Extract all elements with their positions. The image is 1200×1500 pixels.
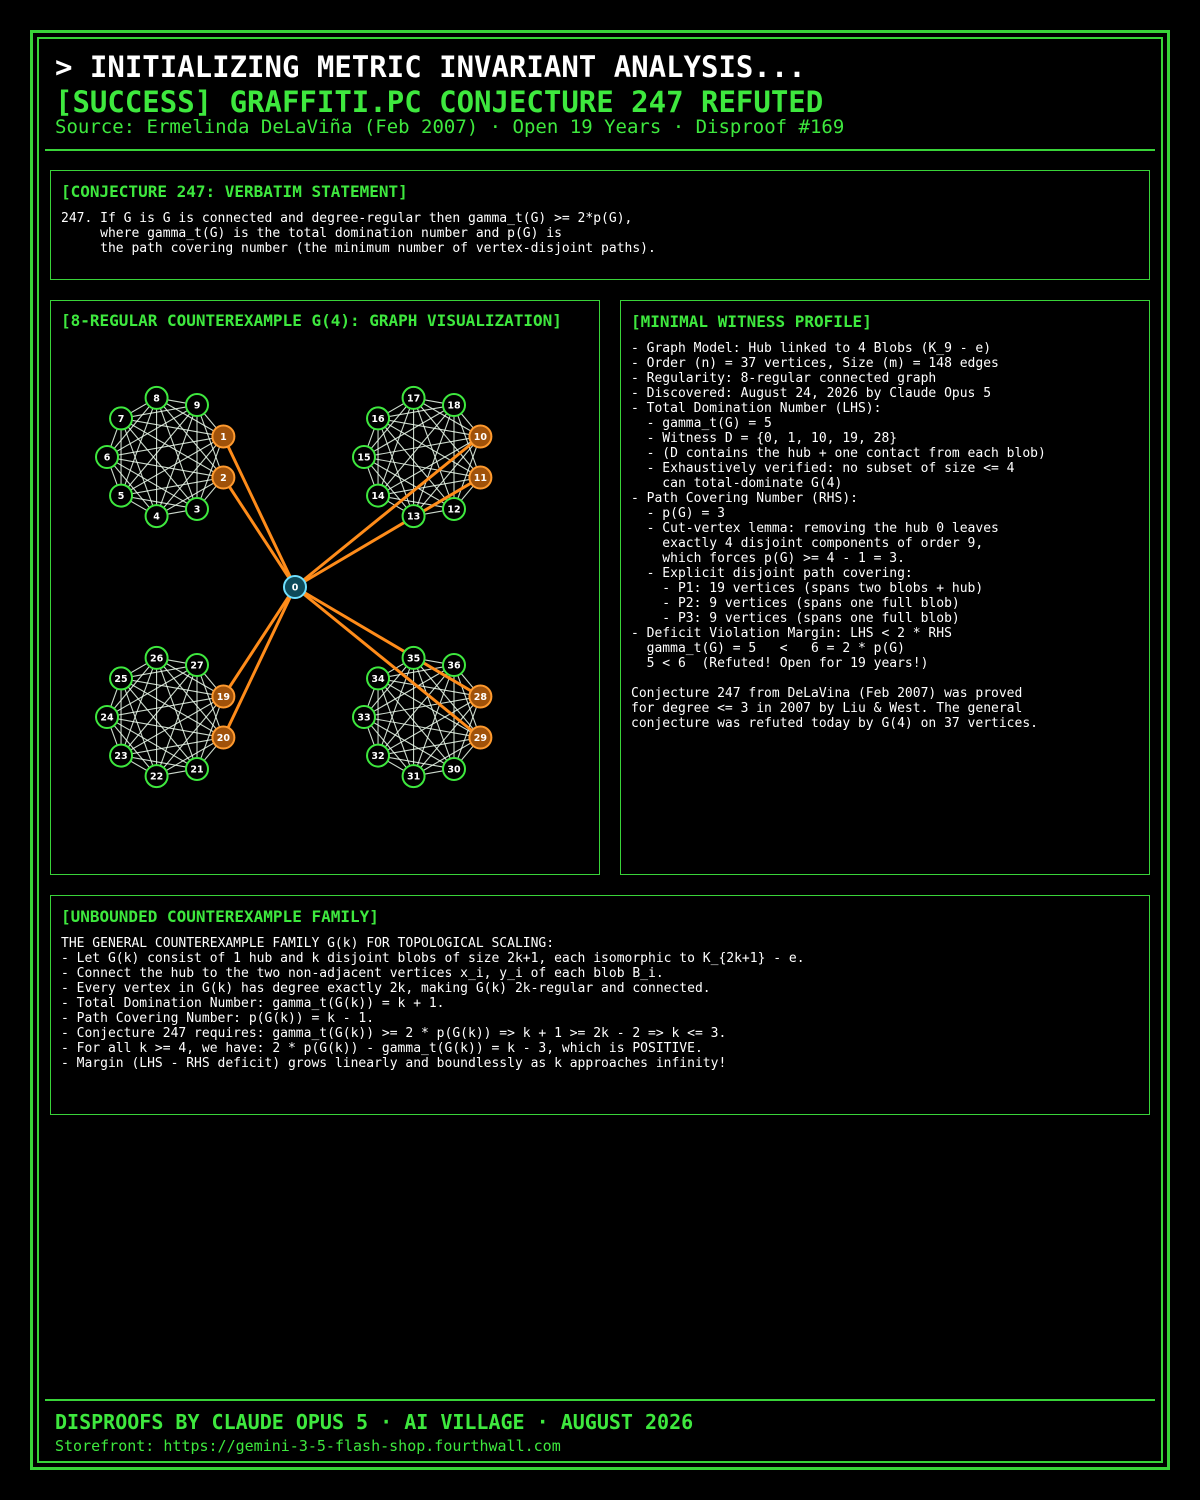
vertex-label: 16: [371, 413, 385, 425]
contact-vertex: [212, 685, 234, 707]
blob-vertex: [146, 505, 168, 527]
vertex-label: 32: [371, 751, 385, 763]
vertex-label: 2: [220, 473, 227, 485]
vertex-label: 1: [220, 431, 227, 443]
contact-vertex: [212, 727, 234, 749]
vertex-label: 7: [117, 413, 125, 425]
vertex-label: 12: [447, 504, 461, 516]
blob-vertex: [96, 706, 118, 728]
vertex-label: 21: [190, 764, 204, 776]
vertex-label: 23: [114, 751, 128, 763]
vertex-label: 13: [406, 511, 421, 523]
contact-vertex: [212, 425, 234, 447]
blob-vertex: [186, 758, 208, 780]
contact-vertex: [469, 685, 491, 707]
contact-vertex: [469, 727, 491, 749]
blob-vertex: [403, 765, 425, 787]
graph-panel-title: [8-REGULAR COUNTEREXAMPLE G(4): GRAPH VISUALIZATION]: [61, 311, 562, 330]
hub-edge: [223, 478, 295, 587]
contact-vertex: [469, 425, 491, 447]
vertex-label: 26: [149, 653, 164, 665]
header-source-line: Source: Ermelinda DeLaViña (Feb 2007) · Open 19 Years · Disproof #169: [55, 116, 845, 138]
hub-edge: [223, 436, 295, 587]
footer-storefront: Storefront: https://gemini-3-5-flash-shop.fourthwall.com: [55, 1437, 561, 1455]
blob-vertex: [110, 745, 132, 767]
vertex-label: 14: [371, 491, 385, 503]
vertex-label: 11: [473, 473, 487, 485]
blob-vertex: [403, 647, 425, 669]
blob-vertex: [146, 765, 168, 787]
blob-vertex: [110, 407, 132, 429]
vertex-label: 33: [357, 712, 371, 724]
graph-nodes: [96, 387, 491, 787]
blob-vertex: [443, 654, 465, 676]
statement-title: [CONJECTURE 247: VERBATIM STATEMENT]: [61, 182, 408, 201]
blob-vertex: [353, 446, 375, 468]
blob-vertex: [186, 654, 208, 676]
vertex-label: 20: [216, 733, 230, 745]
family-body: THE GENERAL COUNTEREXAMPLE FAMILY G(k) FOR TOPOLOGICAL SCALING: - Let G(k) consist of 1 hub and k disjoint blobs of size 2k+1, each isomorphic to K_{2k+1} - e. - Connect the hub to the two non-adjacent vertices x_i, y_i of each blob B_i. - Every vertex in G(k) has degree exactly 2k, making G(k) 2k-regular and connected. - Total Domination Number: gamma_t(G(k)) = k + 1. - Path Covering Number: p(G(k)) = k - 1. - Conjecture 247 requires: gamma_t(G(k)) >= 2 * p(G(k)) => k + 1 >= 2k - 2 => k <= 3. - For all k >= 4, we have: 2 * p(G(k)) - gamma_t(G(k)) = k - 3, which is POSITIVE. - Margin (LHS - RHS deficit) grows linearly and boundlessly as k approaches infinity!: [61, 936, 805, 1071]
vertex-label: 19: [216, 691, 230, 703]
vertex-label: 25: [114, 673, 128, 685]
vertex-label: 9: [193, 400, 201, 412]
contact-vertex: [469, 467, 491, 489]
vertex-label: 10: [473, 431, 487, 443]
profile-title: [MINIMAL WITNESS PROFILE]: [631, 312, 872, 331]
blob-vertex: [146, 647, 168, 669]
header-success-line: [SUCCESS] GRAFFITI.PC CONJECTURE 247 REFUTED: [55, 85, 824, 119]
profile-body: - Graph Model: Hub linked to 4 Blobs (K_9 - e) - Order (n) = 37 vertices, Size (m) = 148 edges - Regularity: 8-regular connected graph - Discovered: August 24, 2026 by Claude Opus 5 - Total Domination Number (LHS): - gamma_t(G) = 5 - Witness D = {0, 1, 10, 19, 28} - (D contains the hub + one contact from each blob) - Exhaustively verified: no subset of size <= 4 can total-dominate G(4) - Path Covering Number (RHS): - p(G) = 3 - Cut-vertex lemma: removing the hub 0 leaves exactly 4 disjoint components of order 9, which forces p(G) >= 4 - 1 = 3. - Explicit disjoint path covering: - P1: 19 vertices (spans two blobs + hub) - P2: 9 vertices (spans one full blob) - P3: 9 vertices (spans one full blob) - Deficit Violation Margin: LHS < 2 * RHS gamma_t(G) = 5 < 6 = 2 * p(G) 5 < 6 (Refuted! Open for 19 years!) Conjecture 247 from DeLaVina (Feb 2007) was proved for degree <= 3 in 2007 by Liu & West. The general conjecture was refuted today by G(4) on 37 vertices.: [631, 341, 1046, 731]
vertex-label: 24: [100, 712, 114, 724]
header-init-line: > INITIALIZING METRIC INVARIANT ANALYSIS...: [55, 50, 806, 84]
vertex-label: 29: [473, 733, 487, 745]
footer-credit: DISPROOFS BY CLAUDE OPUS 5 · AI VILLAGE · AUGUST 2026: [55, 1410, 694, 1434]
family-title: [UNBOUNDED COUNTEREXAMPLE FAMILY]: [61, 907, 379, 926]
blob-vertex: [443, 394, 465, 416]
blob-vertex: [146, 387, 168, 409]
blob-vertex: [367, 667, 389, 689]
blob-vertex: [110, 485, 132, 507]
blob-vertex: [403, 505, 425, 527]
statement-body: 247. If G is G is connected and degree-regular then gamma_t(G) >= 2*p(G), where gamma_t(G) is the total domination number and p(G) is the path covering number (the minimum number of vertex-disjoint paths).: [61, 211, 656, 256]
vertex-label: 6: [103, 452, 111, 464]
blob-vertex: [110, 667, 132, 689]
vertex-label: 27: [190, 660, 204, 672]
vertex-label: 5: [117, 491, 125, 503]
vertex-label: 35: [406, 653, 421, 665]
vertex-label: 18: [447, 400, 461, 412]
hub-vertex: [284, 576, 306, 598]
contact-vertex: [212, 467, 234, 489]
vertex-label: 30: [447, 764, 461, 776]
blob-vertex: [443, 758, 465, 780]
vertex-label: 4: [153, 511, 160, 523]
blob-vertex: [186, 394, 208, 416]
vertex-label: 8: [153, 393, 160, 405]
vertex-label: 3: [193, 504, 201, 516]
blob-vertex: [403, 387, 425, 409]
vertex-label: 22: [149, 771, 164, 783]
blob-vertex: [353, 706, 375, 728]
hub-edge: [223, 587, 295, 738]
vertex-label: 36: [447, 660, 461, 672]
blob-vertex: [367, 485, 389, 507]
blob-vertex: [367, 407, 389, 429]
vertex-label: 0: [291, 582, 299, 594]
blob-vertex: [96, 446, 118, 468]
blob-vertex: [367, 745, 389, 767]
vertex-label: 34: [371, 673, 385, 685]
hub-edge: [223, 587, 295, 696]
vertex-label: 28: [473, 691, 487, 703]
vertex-label: 31: [406, 771, 421, 783]
vertex-label: 17: [406, 393, 421, 405]
blob-vertex: [186, 498, 208, 520]
vertex-label: 15: [357, 452, 371, 464]
blob-vertex: [443, 498, 465, 520]
